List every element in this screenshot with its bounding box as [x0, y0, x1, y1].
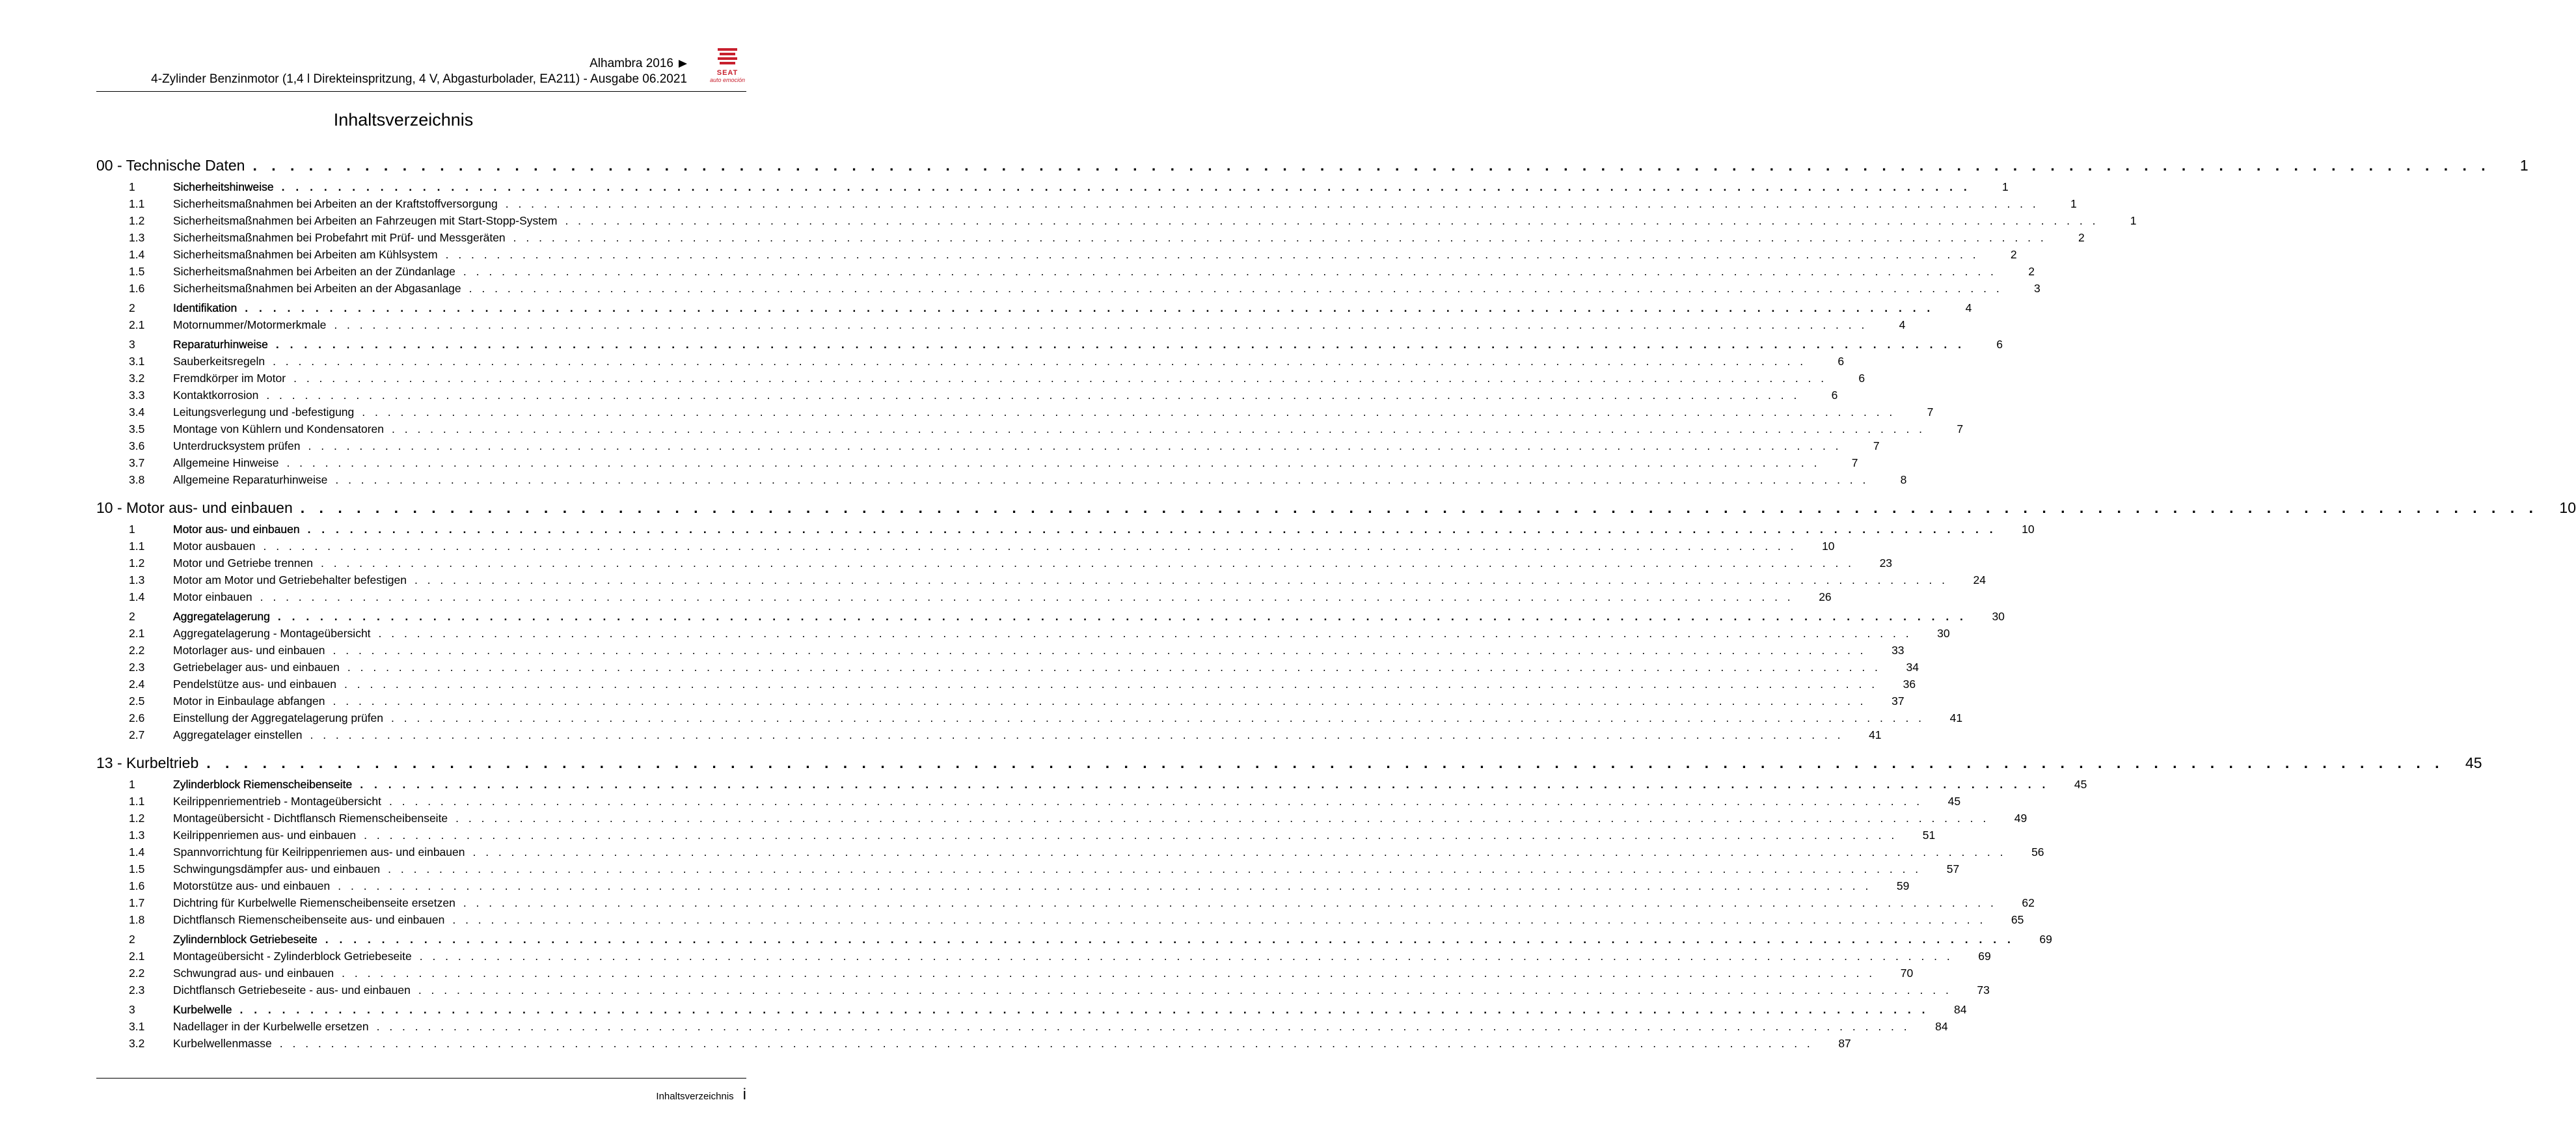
toc-page-number: 2	[2078, 231, 2085, 244]
toc-page-number: 59	[1896, 879, 1910, 892]
dot-leader: . . . . . . . . . . . . . . . . . . . . . . . . . . . . . . . . . . . . . . . . . . . . . . . . . . . . . . . . . . . . . . . . . . . . . . . . . . . . . . . . . . . . . . . . . . . . . . . . . . . . . . . . . . . . . . . . . . . . . . . .	[391, 711, 1925, 724]
toc-page-number: 45	[2465, 754, 2482, 771]
toc-number: 1.4	[129, 845, 145, 859]
toc-page-number: 84	[1954, 1003, 1967, 1016]
toc-page-number: 2	[2010, 248, 2017, 261]
toc-number: 1.3	[129, 829, 145, 842]
toc-title: Unterdrucksystem prüfen	[173, 439, 301, 452]
toc-entry[interactable]	[96, 676, 1916, 693]
toc-chapter	[96, 521, 2035, 605]
toc-number: 3.7	[129, 456, 145, 469]
toc-chapter-heading[interactable]	[96, 608, 2005, 625]
table-of-contents	[96, 155, 2576, 1061]
toc-number: 1.2	[129, 557, 145, 570]
dot-leader: . . . . . . . . . . . . . . . . . . . . . . . . . . . . . . . . . . . . . . . . . . . . . . . . . . . . . . . . . . . . . . . . . . . . . . . . . . . . . . . . . . . . . . . . . . . . . . . . . . . . . . . . . . . . . . . . . . . . . . . .	[239, 1003, 1929, 1016]
toc-page-number: 26	[1819, 590, 1832, 603]
toc-entry[interactable]	[96, 894, 2035, 911]
toc-title: Sauberkeitsregeln	[173, 355, 265, 368]
toc-number: 1.2	[129, 812, 145, 825]
toc-title: Motor in Einbaulage abfangen	[173, 694, 325, 708]
dot-leader: . . . . . . . . . . . . . . . . . . . . . . . . . . . . . . . . . . . . . . . . . . . . . . . . . . . . . . . . . . . . . . . . . . . . . . . . . . . . . . . . . . . . . . . . . . . . . . . . . . . . . . . . . . . . . . . . . . . . . . . .	[455, 812, 1990, 825]
toc-number: 1.4	[129, 248, 145, 261]
toc-page-number: 41	[1869, 728, 1882, 741]
toc-title: Keilrippenriementrieb - Montageübersicht	[173, 795, 382, 808]
dot-leader: . . . . . . . . . . . . . . . . . . . . . . . . . . . . . . . . . . . . . . . . . . . . . . . . . . . . . . . . . . . . . . . . . . . . . . . . . . . . . . . . . . . . . . . . . . . . . . . . . . . . . . . . . . . . . . . . . . . . . . . .	[347, 661, 1881, 674]
toc-title: Motor aus- und einbauen	[173, 523, 300, 536]
toc-page-number: 87	[1838, 1037, 1851, 1050]
toc-title: Motor ausbauen	[173, 540, 256, 553]
toc-page-number: 7	[1927, 406, 1934, 419]
toc-page-number: 24	[1973, 573, 1986, 586]
toc-entry[interactable]	[96, 212, 2137, 229]
toc-number: 2.3	[129, 661, 145, 674]
footer-divider	[96, 1078, 746, 1079]
toc-number: 1	[129, 778, 135, 791]
dot-leader: . . . . . . . . . . . . . . . . . . . . . . . . . . . . . . . . . . . . . . . . . . . . . . . . . . . . . . . . . . . . . . . . . . . . . . . . . . . . . . . . . . . . . . . . . . . . . . . . . . . . . . . . . . . . . . . . . . . . . . . .	[252, 157, 2491, 174]
dot-leader: . . . . . . . . . . . . . . . . . . . . . . . . . . . . . . . . . . . . . . . . . . . . . . . . . . . . . . . . . . . . . . . . . . . . . . . . . . . . . . . . . . . . . . . . . . . . . . . . . . . . . . . . . . . . . . . . . . . . . . . .	[344, 678, 1878, 691]
toc-chapter	[96, 178, 2137, 297]
dot-leader: . . . . . . . . . . . . . . . . . . . . . . . . . . . . . . . . . . . . . . . . . . . . . . . . . . . . . . . . . . . . . . . . . . . . . . . . . . . . . . . . . . . . . . . . . . . . . . . . . . . . . . . . . . . . . . . . . . . . . . . .	[360, 778, 2050, 791]
toc-page-number: 6	[1996, 338, 2003, 351]
toc-title: 00 - Technische Daten	[96, 157, 245, 174]
dot-leader: . . . . . . . . . . . . . . . . . . . . . . . . . . . . . . . . . . . . . . . . . . . . . . . . . . . . . . . . . . . . . . . . . . . . . . . . . . . . . . . . . . . . . . . . . . . . . . . . . . . . . . . . . . . . . . . . . . . . . . . .	[338, 879, 1872, 892]
toc-entry[interactable]	[96, 810, 2027, 827]
toc-number: 1.2	[129, 214, 145, 227]
header-subtitle: 4-Zylinder Benzinmotor (1,4 l Direkteinspritzung, 4 V, Abgasturbolader, EA211) - Ausgabe 06.2021	[151, 72, 687, 86]
dot-leader: . . . . . . . . . . . . . . . . . . . . . . . . . . . . . . . . . . . . . . . . . . . . . . . . . . . . . . . . . . . . . . . . . . . . . . . . . . . . . . . . . . . . . . . . . . . . . . . . . . . . . . . . . . . . . . . . . . . . . . . .	[307, 523, 1997, 536]
toc-entry[interactable]	[96, 693, 1905, 709]
toc-page-number: 37	[1891, 694, 1905, 708]
toc-number: 3	[129, 338, 135, 351]
toc-title: Sicherheitsmaßnahmen bei Arbeiten an der Kraftstoffversorgung	[173, 197, 498, 210]
toc-section-heading[interactable]	[96, 752, 2482, 773]
dot-leader: . . . . . . . . . . . . . . . . . . . . . . . . . . . . . . . . . . . . . . . . . . . . . . . . . . . . . . . . . . . . . . . . . . . . . . . . . . . . . . . . . . . . . . . . . . . . . . . . . . . . . . . . . . . . . . . . . . . . . . . .	[260, 590, 1794, 603]
toc-chapter	[96, 1001, 1967, 1052]
toc-entry[interactable]	[96, 877, 1910, 894]
toc-title: Getriebelager aus- und einbauen	[173, 661, 340, 674]
toc-page-number: 1	[2070, 197, 2077, 210]
page-footer	[656, 1086, 746, 1104]
dot-leader: . . . . . . . . . . . . . . . . . . . . . . . . . . . . . . . . . . . . . . . . . . . . . . . . . . . . . . . . . . . . . . . . . . . . . . . . . . . . . . . . . . . . . . . . . . . . . . . . . . . . . . . . . . . . . . . . . . . . . . . .	[293, 372, 1828, 385]
toc-page-number: 10	[2559, 499, 2576, 516]
toc-title: Dichtflansch Getriebeseite - aus- und einbauen	[173, 983, 411, 997]
toc-number: 2.1	[129, 950, 145, 963]
toc-entry[interactable]	[96, 1018, 1948, 1035]
dot-leader: . . . . . . . . . . . . . . . . . . . . . . . . . . . . . . . . . . . . . . . . . . . . . . . . . . . . . . . . . . . . . . . . . . . . . . . . . . . . . . . . . . . . . . . . . . . . . . . . . . . . . . . . . . . . . . . . . . . . . . . .	[472, 845, 2007, 859]
toc-number: 2.3	[129, 983, 145, 997]
dot-leader: . . . . . . . . . . . . . . . . . . . . . . . . . . . . . . . . . . . . . . . . . . . . . . . . . . . . . . . . . . . . . . . . . . . . . . . . . . . . . . . . . . . . . . . . . . . . . . . . . . . . . . . . . . . . . . . . . . . . . . . .	[277, 610, 1967, 623]
dot-leader: . . . . . . . . . . . . . . . . . . . . . . . . . . . . . . . . . . . . . . . . . . . . . . . . . . . . . . . . . . . . . . . . . . . . . . . . . . . . . . . . . . . . . . . . . . . . . . . . . . . . . . . . . . . . . . . . . . . . . . . .	[334, 318, 1868, 331]
toc-entry[interactable]	[96, 437, 1880, 454]
toc-section	[96, 497, 2576, 743]
toc-title: Dichtring für Kurbelwelle Riemenscheibenseite ersetzen	[173, 896, 455, 909]
toc-title: Aggregatelagerung - Montageübersicht	[173, 627, 371, 640]
toc-title: Schwingungsdämpfer aus- und einbauen	[173, 862, 381, 875]
toc-page-number: 49	[2014, 812, 2027, 825]
toc-page-number: 73	[1977, 983, 1990, 997]
toc-entry[interactable]	[96, 246, 2017, 263]
page-title: Inhaltsverzeichnis	[333, 110, 474, 130]
toc-entry[interactable]	[96, 860, 1960, 877]
toc-title: Sicherheitsmaßnahmen bei Arbeiten am Kühlsystem	[173, 248, 438, 261]
toc-number: 1.6	[129, 879, 145, 892]
toc-page-number: 7	[1957, 422, 1964, 435]
toc-entry[interactable]	[96, 454, 1858, 471]
toc-entry[interactable]	[96, 316, 1906, 333]
dot-leader: . . . . . . . . . . . . . . . . . . . . . . . . . . . . . . . . . . . . . . . . . . . . . . . . . . . . . . . . . . . . . . . . . . . . . . . . . . . . . . . . . . . . . . . . . . . . . . . . . . . . . . . . . . . . . . . . . . . . . . . .	[266, 389, 1800, 402]
dot-leader: . . . . . . . . . . . . . . . . . . . . . . . . . . . . . . . . . . . . . . . . . . . . . . . . . . . . . . . . . . . . . . . . . . . . . . . . . . . . . . . . . . . . . . . . . . . . . . . . . . . . . . . . . . . . . . . . . . . . . . . .	[332, 644, 1867, 657]
toc-entry[interactable]	[96, 1035, 1851, 1052]
toc-number: 1.1	[129, 540, 145, 553]
page-header	[96, 56, 687, 87]
toc-page-number: 1	[2130, 214, 2137, 227]
toc-chapter-heading[interactable]	[96, 1001, 1967, 1018]
toc-title: Motor am Motor und Getriebehalter befestigen	[173, 573, 407, 586]
toc-entry[interactable]	[96, 263, 2035, 280]
toc-title: Pendelstütze aus- und einbauen	[173, 678, 337, 691]
toc-title: Zylinderblock Riemenscheibenseite	[173, 778, 353, 791]
toc-title: Kontaktkorrosion	[173, 389, 259, 402]
toc-title: Nadellager in der Kurbelwelle ersetzen	[173, 1020, 369, 1033]
dot-leader: . . . . . . . . . . . . . . . . . . . . . . . . . . . . . . . . . . . . . . . . . . . . . . . . . . . . . . . . . . . . . . . . . . . . . . . . . . . . . . . . . . . . . . . . . . . . . . . . . . . . . . . . . . . . . . . . . . . . . . . .	[392, 422, 1926, 435]
toc-title: 10 - Motor aus- und einbauen	[96, 499, 293, 516]
toc-page-number: 30	[1937, 627, 1950, 640]
toc-entry[interactable]	[96, 642, 1905, 659]
dot-leader: . . . . . . . . . . . . . . . . . . . . . . . . . . . . . . . . . . . . . . . . . . . . . . . . . . . . . . . . . . . . . . . . . . . . . . . . . . . . . . . . . . . . . . . . . . . . . . . . . . . . . . . . . . . . . . . . . . . . . . . .	[418, 983, 1952, 997]
toc-title: Fremdkörper im Motor	[173, 372, 286, 385]
toc-page-number: 6	[1858, 372, 1865, 385]
footer-page-number: i	[742, 1086, 746, 1103]
toc-title: Motornummer/Motormerkmale	[173, 318, 327, 331]
dot-leader: . . . . . . . . . . . . . . . . . . . . . . . . . . . . . . . . . . . . . . . . . . . . . . . . . . . . . . . . . . . . . . . . . . . . . . . . . . . . . . . . . . . . . . . . . . . . . . . . . . . . . . . . . . . . . . . . . . . . . . . .	[419, 950, 1953, 963]
dot-leader: . . . . . . . . . . . . . . . . . . . . . . . . . . . . . . . . . . . . . . . . . . . . . . . . . . . . . . . . . . . . . . . . . . . . . . . . . . . . . . . . . . . . . . . . . . . . . . . . . . . . . . . . . . . . . . . . . . . . . . . .	[332, 694, 1867, 708]
header-model: Alhambra 2016	[590, 57, 673, 70]
toc-number: 1.1	[129, 795, 145, 808]
toc-entry[interactable]	[96, 387, 1838, 404]
toc-title: Allgemeine Hinweise	[173, 456, 279, 469]
toc-page-number: 45	[1947, 795, 1961, 808]
toc-title: Motorstütze aus- und einbauen	[173, 879, 331, 892]
toc-entry[interactable]	[96, 625, 1950, 642]
seat-logo	[704, 47, 751, 83]
toc-number: 1.8	[129, 913, 145, 926]
toc-section-heading[interactable]	[96, 497, 2576, 518]
logo-brand: SEAT	[716, 69, 739, 77]
toc-title: 13 - Kurbeltrieb	[96, 754, 199, 771]
toc-title: Motorlager aus- und einbauen	[173, 644, 325, 657]
toc-number: 1.4	[129, 590, 145, 603]
toc-number: 2.2	[129, 967, 145, 980]
footer-label: Inhaltsverzeichnis	[656, 1091, 734, 1102]
toc-entry[interactable]	[96, 538, 1835, 555]
toc-entry[interactable]	[96, 229, 2085, 246]
dot-leader: . . . . . . . . . . . . . . . . . . . . . . . . . . . . . . . . . . . . . . . . . . . . . . . . . . . . . . . . . . . . . . . . . . . . . . . . . . . . . . . . . . . . . . . . . . . . . . . . . . . . . . . . . . . . . . . . . . . . . . . .	[245, 301, 1934, 314]
toc-entry[interactable]	[96, 948, 1991, 965]
toc-page-number: 70	[1900, 967, 1914, 980]
toc-page-number: 84	[1935, 1020, 1948, 1033]
dot-leader: . . . . . . . . . . . . . . . . . . . . . . . . . . . . . . . . . . . . . . . . . . . . . . . . . . . . . . . . . . . . . . . . . . . . . . . . . . . . . . . . . . . . . . . . . . . . . . . . . . . . . . . . . . . . . . . . . . . . . . . .	[310, 728, 1844, 741]
toc-page-number: 65	[2011, 913, 2024, 926]
toc-entry[interactable]	[96, 571, 1986, 588]
toc-entry[interactable]	[96, 195, 2077, 212]
toc-entry[interactable]	[96, 471, 1907, 488]
toc-chapter	[96, 931, 2052, 998]
toc-page-number: 36	[1903, 678, 1916, 691]
toc-page-number: 10	[2022, 523, 2035, 536]
header-divider	[96, 91, 746, 92]
toc-section-heading[interactable]	[96, 155, 2529, 176]
toc-number: 1	[129, 523, 135, 536]
toc-page-number: 30	[1992, 610, 2005, 623]
toc-title: Spannvorrichtung für Keilrippenriemen aus- und einbauen	[173, 845, 465, 859]
dot-leader: . . . . . . . . . . . . . . . . . . . . . . . . . . . . . . . . . . . . . . . . . . . . . . . . . . . . . . . . . . . . . . . . . . . . . . . . . . . . . . . . . . . . . . . . . . . . . . . . . . . . . . . . . . . . . . . . . . . . . . . .	[279, 1037, 1813, 1050]
toc-entry[interactable]	[96, 827, 1936, 844]
toc-number: 3.4	[129, 406, 145, 419]
dot-leader: . . . . . . . . . . . . . . . . . . . . . . . . . . . . . . . . . . . . . . . . . . . . . . . . . . . . . . . . . . . . . . . . . . . . . . . . . . . . . . . . . . . . . . . . . . . . . . . . . . . . . . . . . . . . . . . . . . . . . . . .	[275, 338, 1965, 351]
toc-title: Sicherheitsmaßnahmen bei Probefahrt mit Prüf- und Messgeräten	[173, 231, 506, 244]
toc-title: Sicherheitshinweise	[173, 180, 274, 193]
toc-entry[interactable]	[96, 793, 1961, 810]
toc-entry[interactable]	[96, 709, 1963, 726]
toc-title: Kurbelwelle	[173, 1003, 232, 1016]
toc-number: 3.1	[129, 1020, 145, 1033]
toc-page-number: 3	[2033, 282, 2040, 295]
toc-number: 2	[129, 610, 135, 623]
toc-number: 1.5	[129, 862, 145, 875]
toc-number: 1.5	[129, 265, 145, 278]
toc-number: 2.6	[129, 711, 145, 724]
dot-leader: . . . . . . . . . . . . . . . . . . . . . . . . . . . . . . . . . . . . . . . . . . . . . . . . . . . . . . . . . . . . . . . . . . . . . . . . . . . . . . . . . . . . . . . . . . . . . . . . . . . . . . . . . . . . . . . . . . . . . . . .	[378, 627, 1912, 640]
toc-page-number: 51	[1922, 829, 1936, 842]
toc-page-number: 1	[2001, 180, 2009, 193]
toc-number: 1.3	[129, 231, 145, 244]
dot-leader: . . . . . . . . . . . . . . . . . . . . . . . . . . . . . . . . . . . . . . . . . . . . . . . . . . . . . . . . . . . . . . . . . . . . . . . . . . . . . . . . . . . . . . . . . . . . . . . . . . . . . . . . . . . . . . . . . . . . . . . .	[281, 180, 1971, 193]
toc-title: Allgemeine Reparaturhinweise	[173, 473, 328, 486]
toc-page-number: 57	[1946, 862, 1960, 875]
dot-leader: . . . . . . . . . . . . . . . . . . . . . . . . . . . . . . . . . . . . . . . . . . . . . . . . . . . . . . . . . . . . . . . . . . . . . . . . . . . . . . . . . . . . . . . . . . . . . . . . . . . . . . . . . . . . . . . . . . . . . . . .	[389, 795, 1923, 808]
toc-section	[96, 752, 2482, 1052]
toc-number: 3.5	[129, 422, 145, 435]
dot-leader: . . . . . . . . . . . . . . . . . . . . . . . . . . . . . . . . . . . . . . . . . . . . . . . . . . . . . . . . . . . . . . . . . . . . . . . . . . . . . . . . . . . . . . . . . . . . . . . . . . . . . . . . . . . . . . . . . . . . . . . .	[376, 1020, 1910, 1033]
toc-page-number: 69	[1978, 950, 1991, 963]
toc-title: Montageübersicht - Zylinderblock Getriebeseite	[173, 950, 412, 963]
toc-chapter-heading[interactable]	[96, 336, 2003, 353]
dot-leader: . . . . . . . . . . . . . . . . . . . . . . . . . . . . . . . . . . . . . . . . . . . . . . . . . . . . . . . . . . . . . . . . . . . . . . . . . . . . . . . . . . . . . . . . . . . . . . . . . . . . . . . . . . . . . . . . . . . . . . . .	[414, 573, 1948, 586]
toc-chapter	[96, 776, 2087, 928]
toc-entry[interactable]	[96, 659, 1919, 676]
toc-number: 3.6	[129, 439, 145, 452]
toc-title: Aggregatelager einstellen	[173, 728, 303, 741]
toc-chapter-heading[interactable]	[96, 776, 2087, 793]
toc-entry[interactable]	[96, 982, 1990, 998]
toc-number: 3.8	[129, 473, 145, 486]
toc-title: Leitungsverlegung und -befestigung	[173, 406, 355, 419]
toc-page-number: 34	[1906, 661, 1919, 674]
dot-leader: . . . . . . . . . . . . . . . . . . . . . . . . . . . . . . . . . . . . . . . . . . . . . . . . . . . . . . . . . . . . . . . . . . . . . . . . . . . . . . . . . . . . . . . . . . . . . . . . . . . . . . . . . . . . . . . . . . . . . . . .	[388, 862, 1922, 875]
toc-title: Sicherheitsmaßnahmen bei Arbeiten an der Zündanlage	[173, 265, 455, 278]
toc-chapter	[96, 336, 2003, 488]
toc-number: 3.1	[129, 355, 145, 368]
toc-number: 2.5	[129, 694, 145, 708]
toc-number: 2.1	[129, 627, 145, 640]
dot-leader: . . . . . . . . . . . . . . . . . . . . . . . . . . . . . . . . . . . . . . . . . . . . . . . . . . . . . . . . . . . . . . . . . . . . . . . . . . . . . . . . . . . . . . . . . . . . . . . . . . . . . . . . . . . . . . . . . . . . . . . .	[342, 967, 1876, 980]
toc-title: Zylindernblock Getriebeseite	[173, 933, 318, 946]
dot-leader: . . . . . . . . . . . . . . . . . . . . . . . . . . . . . . . . . . . . . . . . . . . . . . . . . . . . . . . . . . . . . . . . . . . . . . . . . . . . . . . . . . . . . . . . . . . . . . . . . . . . . . . . . . . . . . . . . . . . . . . .	[335, 473, 1869, 486]
dot-leader: . . . . . . . . . . . . . . . . . . . . . . . . . . . . . . . . . . . . . . . . . . . . . . . . . . . . . . . . . . . . . . . . . . . . . . . . . . . . . . . . . . . . . . . . . . . . . . . . . . . . . . . . . . . . . . . . . . . . . . . .	[286, 456, 1821, 469]
dot-leader: . . . . . . . . . . . . . . . . . . . . . . . . . . . . . . . . . . . . . . . . . . . . . . . . . . . . . . . . . . . . . . . . . . . . . . . . . . . . . . . . . . . . . . . . . . . . . . . . . . . . . . . . . . . . . . . . . . . . . . . .	[463, 265, 1997, 278]
toc-section	[96, 155, 2529, 488]
dot-leader: . . . . . . . . . . . . . . . . . . . . . . . . . . . . . . . . . . . . . . . . . . . . . . . . . . . . . . . . . . . . . . . . . . . . . . . . . . . . . . . . . . . . . . . . . . . . . . . . . . . . . . . . . . . . . . . . . . . . . . . .	[463, 896, 1997, 909]
dot-leader: . . . . . . . . . . . . . . . . . . . . . . . . . . . . . . . . . . . . . . . . . . . . . . . . . . . . . . . . . . . . . . . . . . . . . . . . . . . . . . . . . . . . . . . . . . . . . . . . . . . . . . . . . . . . . . . . . . . . . . . .	[505, 197, 2039, 210]
toc-page-number: 6	[1837, 355, 1845, 368]
toc-title: Montageübersicht - Dichtflansch Riemenscheibenseite	[173, 812, 448, 825]
dot-leader: . . . . . . . . . . . . . . . . . . . . . . . . . . . . . . . . . . . . . . . . . . . . . . . . . . . . . . . . . . . . . . . . . . . . . . . . . . . . . . . . . . . . . . . . . . . . . . . . . . . . . . . . . . . . . . . . . . . . . . . .	[206, 754, 2445, 771]
toc-number: 3.2	[129, 1037, 145, 1050]
toc-entry[interactable]	[96, 911, 2024, 928]
toc-entry[interactable]	[96, 965, 1914, 982]
toc-page-number: 1	[2519, 157, 2529, 174]
toc-entry[interactable]	[96, 370, 1865, 387]
toc-chapter-heading[interactable]	[96, 178, 2009, 195]
toc-page-number: 2	[2028, 265, 2035, 278]
toc-number: 2.4	[129, 678, 145, 691]
toc-chapter-heading[interactable]	[96, 299, 1972, 316]
dot-leader: . . . . . . . . . . . . . . . . . . . . . . . . . . . . . . . . . . . . . . . . . . . . . . . . . . . . . . . . . . . . . . . . . . . . . . . . . . . . . . . . . . . . . . . . . . . . . . . . . . . . . . . . . . . . . . . . . . . . . . . .	[263, 540, 1797, 553]
toc-entry[interactable]	[96, 844, 2044, 860]
toc-page-number: 4	[1965, 301, 1972, 314]
dot-leader: . . . . . . . . . . . . . . . . . . . . . . . . . . . . . . . . . . . . . . . . . . . . . . . . . . . . . . . . . . . . . . . . . . . . . . . . . . . . . . . . . . . . . . . . . . . . . . . . . . . . . . . . . . . . . . . . . . . . . . . .	[452, 913, 1986, 926]
dot-leader: . . . . . . . . . . . . . . . . . . . . . . . . . . . . . . . . . . . . . . . . . . . . . . . . . . . . . . . . . . . . . . . . . . . . . . . . . . . . . . . . . . . . . . . . . . . . . . . . . . . . . . . . . . . . . . . . . . . . . . . .	[362, 406, 1896, 419]
toc-number: 3.2	[129, 372, 145, 385]
toc-entry[interactable]	[96, 353, 1845, 370]
dot-leader: . . . . . . . . . . . . . . . . . . . . . . . . . . . . . . . . . . . . . . . . . . . . . . . . . . . . . . . . . . . . . . . . . . . . . . . . . . . . . . . . . . . . . . . . . . . . . . . . . . . . . . . . . . . . . . . . . . . . . . . .	[445, 248, 1979, 261]
dot-leader: . . . . . . . . . . . . . . . . . . . . . . . . . . . . . . . . . . . . . . . . . . . . . . . . . . . . . . . . . . . . . . . . . . . . . . . . . . . . . . . . . . . . . . . . . . . . . . . . . . . . . . . . . . . . . . . . . . . . . . . .	[513, 231, 2047, 244]
toc-page-number: 41	[1949, 711, 1963, 724]
toc-title: Sicherheitsmaßnahmen bei Arbeiten an Fahrzeugen mit Start-Stopp-System	[173, 214, 558, 227]
toc-page-number: 10	[1822, 540, 1835, 553]
toc-title: Dichtflansch Riemenscheibenseite aus- und einbauen	[173, 913, 445, 926]
toc-entry[interactable]	[96, 555, 1893, 571]
toc-number: 3.3	[129, 389, 145, 402]
toc-title: Schwungrad aus- und einbauen	[173, 967, 334, 980]
toc-chapter	[96, 608, 2005, 743]
toc-number: 2.1	[129, 318, 145, 331]
dot-leader: . . . . . . . . . . . . . . . . . . . . . . . . . . . . . . . . . . . . . . . . . . . . . . . . . . . . . . . . . . . . . . . . . . . . . . . . . . . . . . . . . . . . . . . . . . . . . . . . . . . . . . . . . . . . . . . . . . . . . . . .	[468, 282, 2003, 295]
toc-title: Identifikation	[173, 301, 237, 314]
toc-number: 2.7	[129, 728, 145, 741]
dot-leader: . . . . . . . . . . . . . . . . . . . . . . . . . . . . . . . . . . . . . . . . . . . . . . . . . . . . . . . . . . . . . . . . . . . . . . . . . . . . . . . . . . . . . . . . . . . . . . . . . . . . . . . . . . . . . . . . . . . . . . . .	[364, 829, 1898, 842]
toc-title: Kurbelwellenmasse	[173, 1037, 272, 1050]
toc-chapter-heading[interactable]	[96, 521, 2035, 538]
dot-leader: . . . . . . . . . . . . . . . . . . . . . . . . . . . . . . . . . . . . . . . . . . . . . . . . . . . . . . . . . . . . . . . . . . . . . . . . . . . . . . . . . . . . . . . . . . . . . . . . . . . . . . . . . . . . . . . . . . . . . . . .	[321, 557, 1855, 570]
toc-chapter-heading[interactable]	[96, 931, 2052, 948]
toc-page-number: 56	[2031, 845, 2044, 859]
dot-leader: . . . . . . . . . . . . . . . . . . . . . . . . . . . . . . . . . . . . . . . . . . . . . . . . . . . . . . . . . . . . . . . . . . . . . . . . . . . . . . . . . . . . . . . . . . . . . . . . . . . . . . . . . . . . . . . . . . . . . . . .	[325, 933, 2014, 946]
toc-entry[interactable]	[96, 420, 1964, 437]
toc-chapter	[96, 299, 1972, 333]
toc-number: 1.1	[129, 197, 145, 210]
toc-page-number: 6	[1831, 389, 1838, 402]
toc-title: Reparaturhinweise	[173, 338, 268, 351]
toc-title: Motor einbauen	[173, 590, 252, 603]
toc-title: Keilrippenriemen aus- und einbauen	[173, 829, 357, 842]
toc-entry[interactable]	[96, 726, 1882, 743]
toc-page-number: 7	[1873, 439, 1880, 452]
seat-logo-icon	[718, 47, 737, 68]
toc-page-number: 62	[2022, 896, 2035, 909]
toc-number: 1.3	[129, 573, 145, 586]
toc-entry[interactable]	[96, 404, 1934, 420]
toc-title: Montage von Kühlern und Kondensatoren	[173, 422, 384, 435]
dot-leader: . . . . . . . . . . . . . . . . . . . . . . . . . . . . . . . . . . . . . . . . . . . . . . . . . . . . . . . . . . . . . . . . . . . . . . . . . . . . . . . . . . . . . . . . . . . . . . . . . . . . . . . . . . . . . . . . . . . . . . . .	[273, 355, 1807, 368]
toc-title: Sicherheitsmaßnahmen bei Arbeiten an der Abgasanlage	[173, 282, 461, 295]
toc-entry[interactable]	[96, 588, 1832, 605]
toc-page-number: 33	[1891, 644, 1905, 657]
toc-title: Aggregatelagerung	[173, 610, 270, 623]
dot-leader: . . . . . . . . . . . . . . . . . . . . . . . . . . . . . . . . . . . . . . . . . . . . . . . . . . . . . . . . . . . . . . . . . . . . . . . . . . . . . . . . . . . . . . . . . . . . . . . . . . . . . . . . . . . . . . . . . . . . . . . .	[300, 499, 2539, 516]
toc-page-number: 4	[1899, 318, 1906, 331]
toc-number: 2	[129, 933, 135, 946]
toc-title: Einstellung der Aggregatelagerung prüfen	[173, 711, 384, 724]
arrow-right-icon	[679, 60, 687, 68]
header-model-line	[96, 56, 687, 72]
toc-page-number: 69	[2039, 933, 2052, 946]
toc-title: Motor und Getriebe trennen	[173, 557, 313, 570]
toc-entry[interactable]	[96, 280, 2040, 297]
dot-leader: . . . . . . . . . . . . . . . . . . . . . . . . . . . . . . . . . . . . . . . . . . . . . . . . . . . . . . . . . . . . . . . . . . . . . . . . . . . . . . . . . . . . . . . . . . . . . . . . . . . . . . . . . . . . . . . . . . . . . . . .	[308, 439, 1842, 452]
toc-number: 1.7	[129, 896, 145, 909]
toc-number: 1.6	[129, 282, 145, 295]
toc-number: 3	[129, 1003, 135, 1016]
toc-number: 1	[129, 180, 135, 193]
dot-leader: . . . . . . . . . . . . . . . . . . . . . . . . . . . . . . . . . . . . . . . . . . . . . . . . . . . . . . . . . . . . . . . . . . . . . . . . . . . . . . . . . . . . . . . . . . . . . . . . . . . . . . . . . . . . . . . . . . . . . . . .	[565, 214, 2099, 227]
toc-number: 2	[129, 301, 135, 314]
logo-tagline: auto emoción	[709, 77, 746, 83]
toc-number: 2.2	[129, 644, 145, 657]
toc-page-number: 45	[2074, 778, 2087, 791]
toc-page-number: 8	[1900, 473, 1907, 486]
toc-page-number: 7	[1851, 456, 1858, 469]
toc-page-number: 23	[1879, 557, 1893, 570]
